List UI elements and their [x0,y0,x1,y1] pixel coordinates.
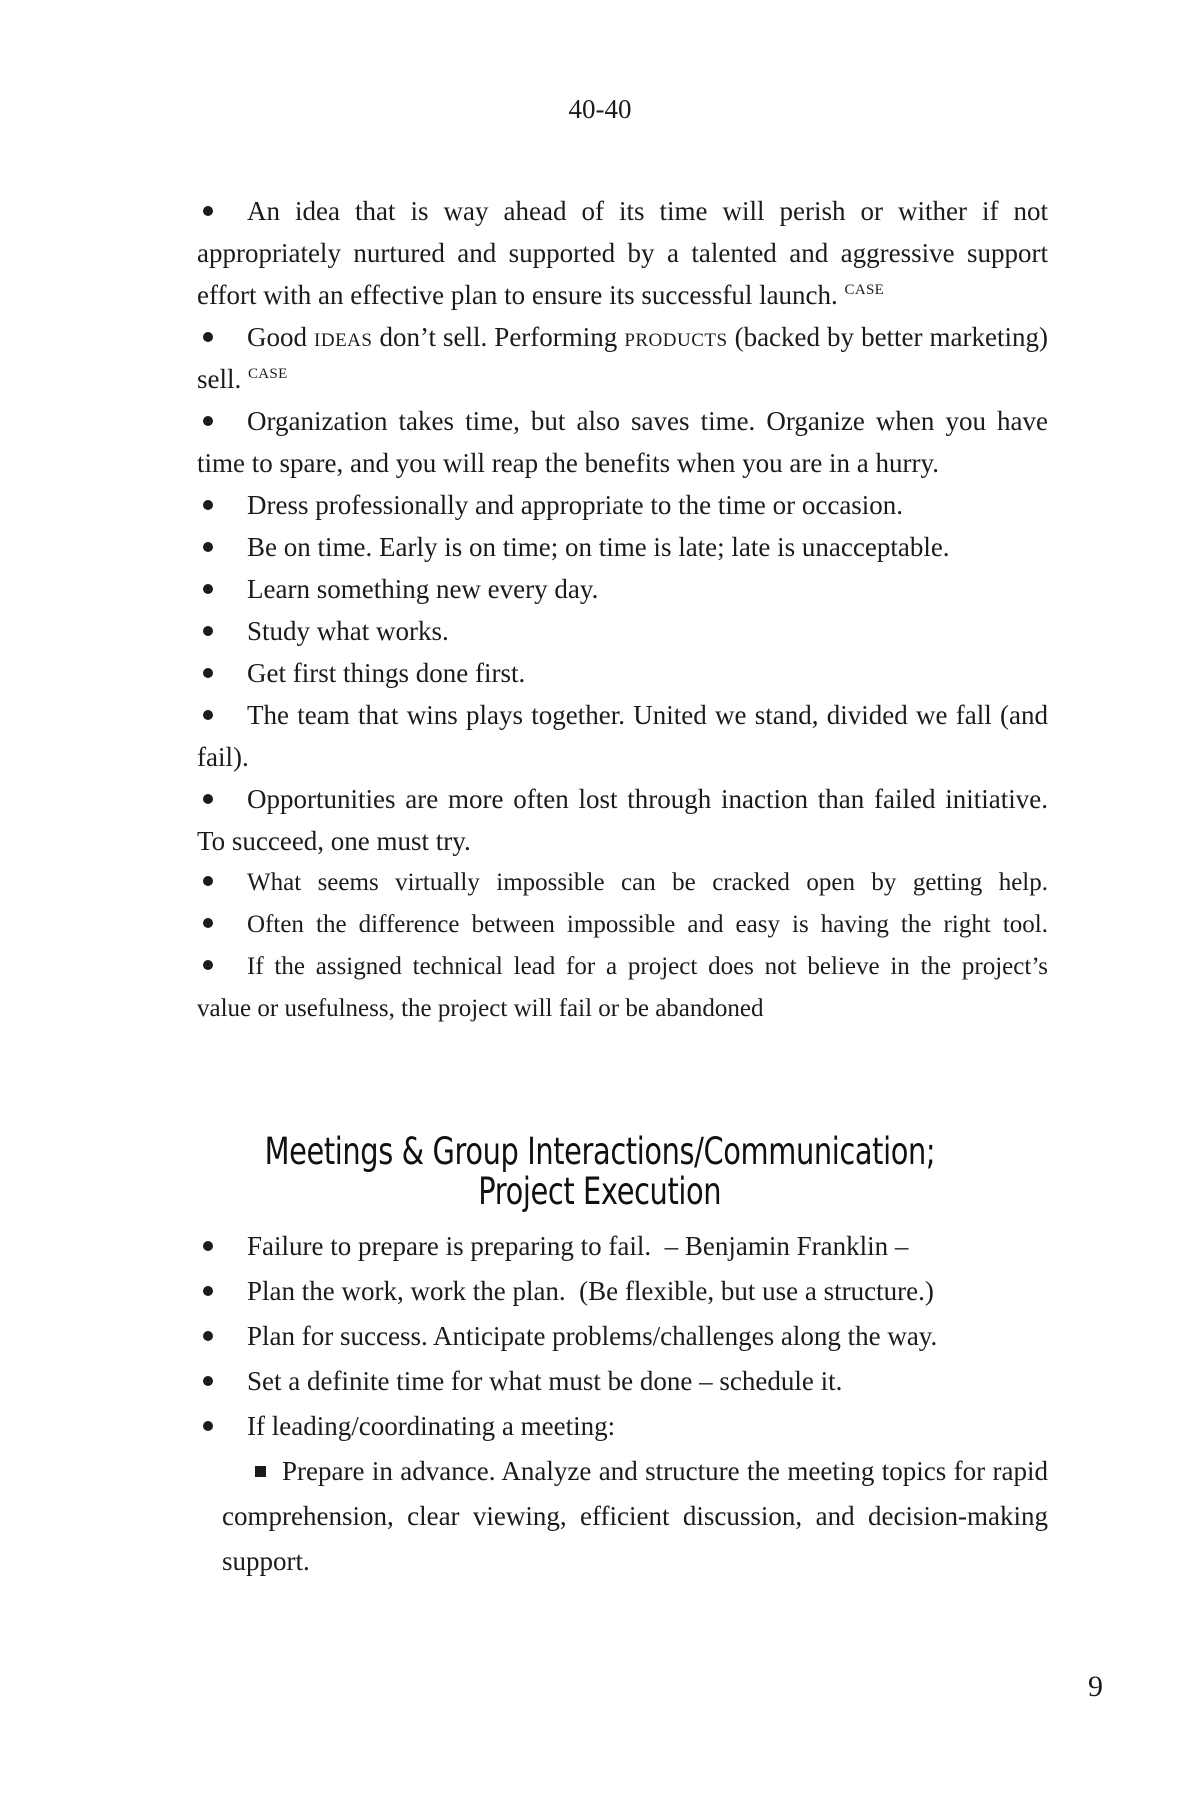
list-item-text: If the assigned technical lead for a project does not believe in the project’s value or usefulness, the project will fail or be abandoned [197,953,1048,1022]
list-item-text: Be on time. Early is on time; on time is late; late is unacceptable. [247,532,950,562]
sub-list-item [197,1449,1048,1584]
bullet-dot-icon [203,710,213,720]
list-item [197,904,1048,946]
smallcaps-products: products [624,322,728,352]
case-superscript: CASE [248,366,288,382]
list-item [197,610,1048,652]
bullet-dot-icon [203,206,213,216]
list-item-text: Dress professionally and appropriate to the time or occasion. [247,490,904,520]
list-item [197,316,1048,400]
list-item [197,1269,1048,1314]
list-item-text: Set a definite time for what must be done – schedule it. [247,1366,843,1396]
page-header-number: 40-40 [568,94,632,124]
list-item-text: Often the difference between impossible and easy is having the right tool. [247,911,1048,938]
sub-bullet-square-icon [255,1466,266,1477]
bullet-dot-icon [203,960,213,970]
page-number: 9 [1088,1670,1103,1703]
list-item-text: If leading/coordinating a meeting: [247,1411,616,1441]
list-item-text: Plan the work, work the plan. (Be flexible, but use a structure.) [247,1276,934,1306]
bullet-list-principles [197,190,1048,1030]
smallcaps-ideas: ideas [314,322,373,352]
list-item-text: The team that wins plays together. United we stand, divided we fall (and fail). [197,700,1048,772]
list-item [197,484,1048,526]
bullet-dot-icon [203,416,213,426]
list-item [197,400,1048,484]
section-heading [0,1132,1200,1212]
list-item-text: Good [247,322,315,352]
list-item-text: Get first things done first. [247,658,526,688]
bullet-dot-icon [203,1376,213,1386]
bullet-dot-icon [203,668,213,678]
bullet-dot-icon [203,918,213,928]
bullet-list-meetings [197,1224,1048,1584]
bullet-dot-icon [203,1241,213,1251]
case-superscript: CASE [844,282,885,298]
bullet-dot-icon [203,584,213,594]
bullet-dot-icon [203,1286,213,1296]
section-heading-line2: Project Execution [478,1170,722,1213]
list-item [197,190,1048,316]
list-item-text: Prepare in advance. Analyze and structure the meeting topics for rapid comprehension, clear viewing, efficient discussion, and decision-making support. [222,1456,1048,1576]
list-item-text: don’t sell. Performing [372,322,625,352]
list-item [197,1404,1048,1449]
bullet-dot-icon [203,794,213,804]
list-item-text: An idea that is way ahead of its time will perish or wither if not appropriately nurtured and supported by a talented and aggressive support effort with an effective plan to ensure its successful launch. [197,196,1048,310]
list-item [197,694,1048,778]
list-item [197,1359,1048,1404]
list-item [197,1314,1048,1359]
bullet-dot-icon [203,626,213,636]
bullet-dot-icon [203,500,213,510]
list-item-text: Opportunities are more often lost through inaction than failed initiative. To succeed, one must try. [197,784,1048,856]
list-item-text: (backed by better marketing) sell. [197,322,1049,394]
list-item-text: Study what works. [247,616,449,646]
list-item [197,862,1048,904]
list-item-text: Learn something new every day. [247,574,599,604]
list-item [197,946,1048,1030]
bullet-dot-icon [203,332,213,342]
list-item-text: What seems virtually impossible can be cracked open by getting help. [247,869,1048,896]
bullet-dot-icon [203,876,213,886]
list-item-text: Organization takes time, but also saves time. Organize when you have time to spare, and you will reap the benefits when you are in a hurry. [197,406,1048,478]
list-item [197,526,1048,568]
list-item [197,652,1048,694]
bullet-dot-icon [203,542,213,552]
bullet-dot-icon [203,1331,213,1341]
list-item [197,1224,1048,1269]
list-item-text: Failure to prepare is preparing to fail. – Benjamin Franklin – [247,1231,909,1261]
list-item [197,568,1048,610]
list-item-text: Plan for success. Anticipate problems/challenges along the way. [247,1321,938,1351]
bullet-dot-icon [203,1421,213,1431]
list-item [197,778,1048,862]
section-heading-line1: Meetings & Group Interactions/Communication; [264,1130,936,1173]
